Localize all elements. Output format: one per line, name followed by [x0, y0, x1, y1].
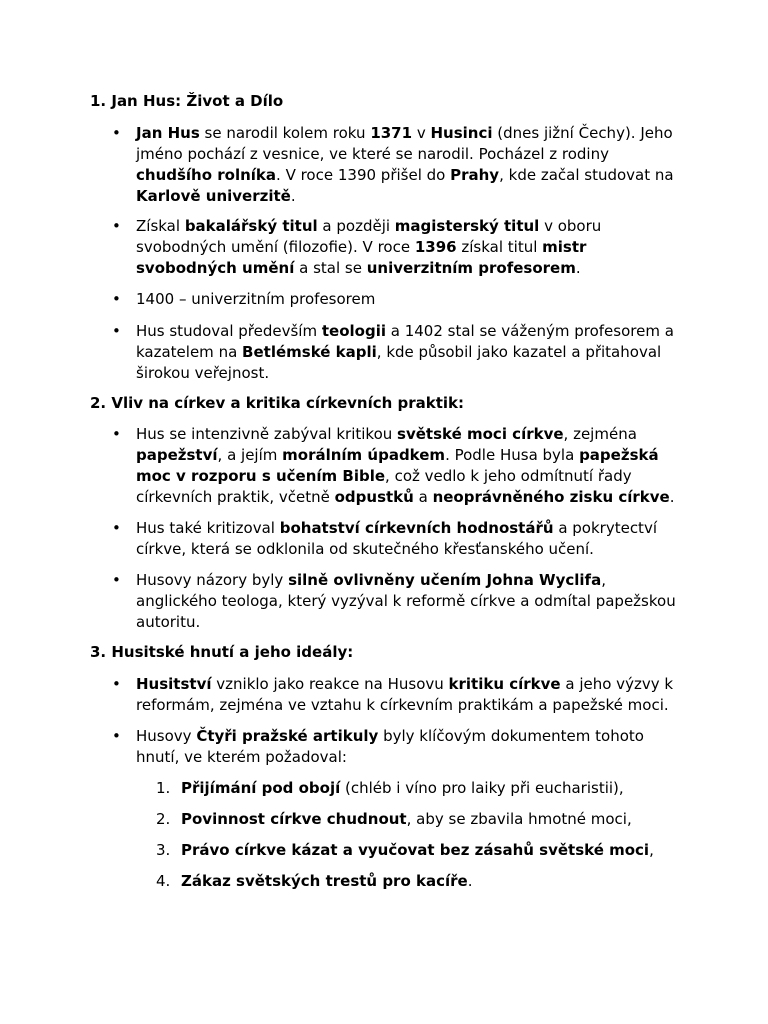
- list-number: 2.: [156, 810, 171, 828]
- list-item: • Hus také kritizoval bohatství církevních hodnostářů a pokrytectví církve, která se odklonila od skutečného křesťanského učení.: [136, 518, 696, 560]
- article-item: 1. Přijímání pod obojí (chléb i víno pro laiky při eucharistii),: [156, 779, 624, 797]
- section-heading-1: 1. Jan Hus: Život a Dílo: [90, 92, 284, 110]
- list-item: • Získal bakalářský titul a později magisterský titul v oboru svobodných umění (filozofie). V roce 1396 získal titul mistr svobodných umění a stal se univerzitním profesorem.: [136, 216, 696, 279]
- list-number: 3.: [156, 841, 171, 859]
- section-heading-3: 3. Husitské hnutí a jeho ideály:: [90, 643, 354, 661]
- list-item: • Husitství vzniklo jako reakce na Husovu kritiku církve a jeho výzvy k reformám, zejména ve vztahu k církevním praktikám a papežské moci.: [136, 674, 696, 716]
- list-item: • Husovy Čtyři pražské artikuly byly klíčovým dokumentem tohoto hnutí, ve kterém požadoval:: [136, 726, 696, 768]
- article-item: 4. Zákaz světských trestů pro kacíře.: [156, 872, 473, 890]
- list-item: • Hus se intenzivně zabýval kritikou světské moci církve, zejména papežství, a jejím morálním úpadkem. Podle Husa byla papežská moc v rozporu s učením Bible, což vedlo k jeho odmítnutí řady církevních praktik, včetně odpustků a neoprávněného zisku církve.: [136, 424, 696, 508]
- article-item: 3. Právo církve kázat a vyučovat bez zásahů světské moci,: [156, 841, 654, 859]
- list-item: • Jan Hus se narodil kolem roku 1371 v Husinci (dnes jižní Čechy). Jeho jméno pochází z vesnice, ve které se narodil. Pocházel z rodiny chudšího rolníka. V roce 1390 přišel do Prahy, kde začal studovat na Karlově univerzitě.: [136, 123, 696, 207]
- article-item: 2. Povinnost církve chudnout, aby se zbavila hmotné moci,: [156, 810, 632, 828]
- list-item: • Hus studoval především teologii a 1402 stal se váženým profesorem a kazatelem na Betlémské kapli, kde působil jako kazatel a přitahoval širokou veřejnost.: [136, 321, 696, 384]
- list-item: • Husovy názory byly silně ovlivněny učením Johna Wyclifa, anglického teologa, který vyzýval k reformě církve a odmítal papežskou autoritu.: [136, 570, 696, 633]
- list-number: 4.: [156, 872, 171, 890]
- section-heading-2: 2. Vliv na církev a kritika církevních praktik:: [90, 394, 465, 412]
- list-item: • 1400 – univerzitním profesorem: [136, 289, 696, 310]
- list-number: 1.: [156, 779, 171, 797]
